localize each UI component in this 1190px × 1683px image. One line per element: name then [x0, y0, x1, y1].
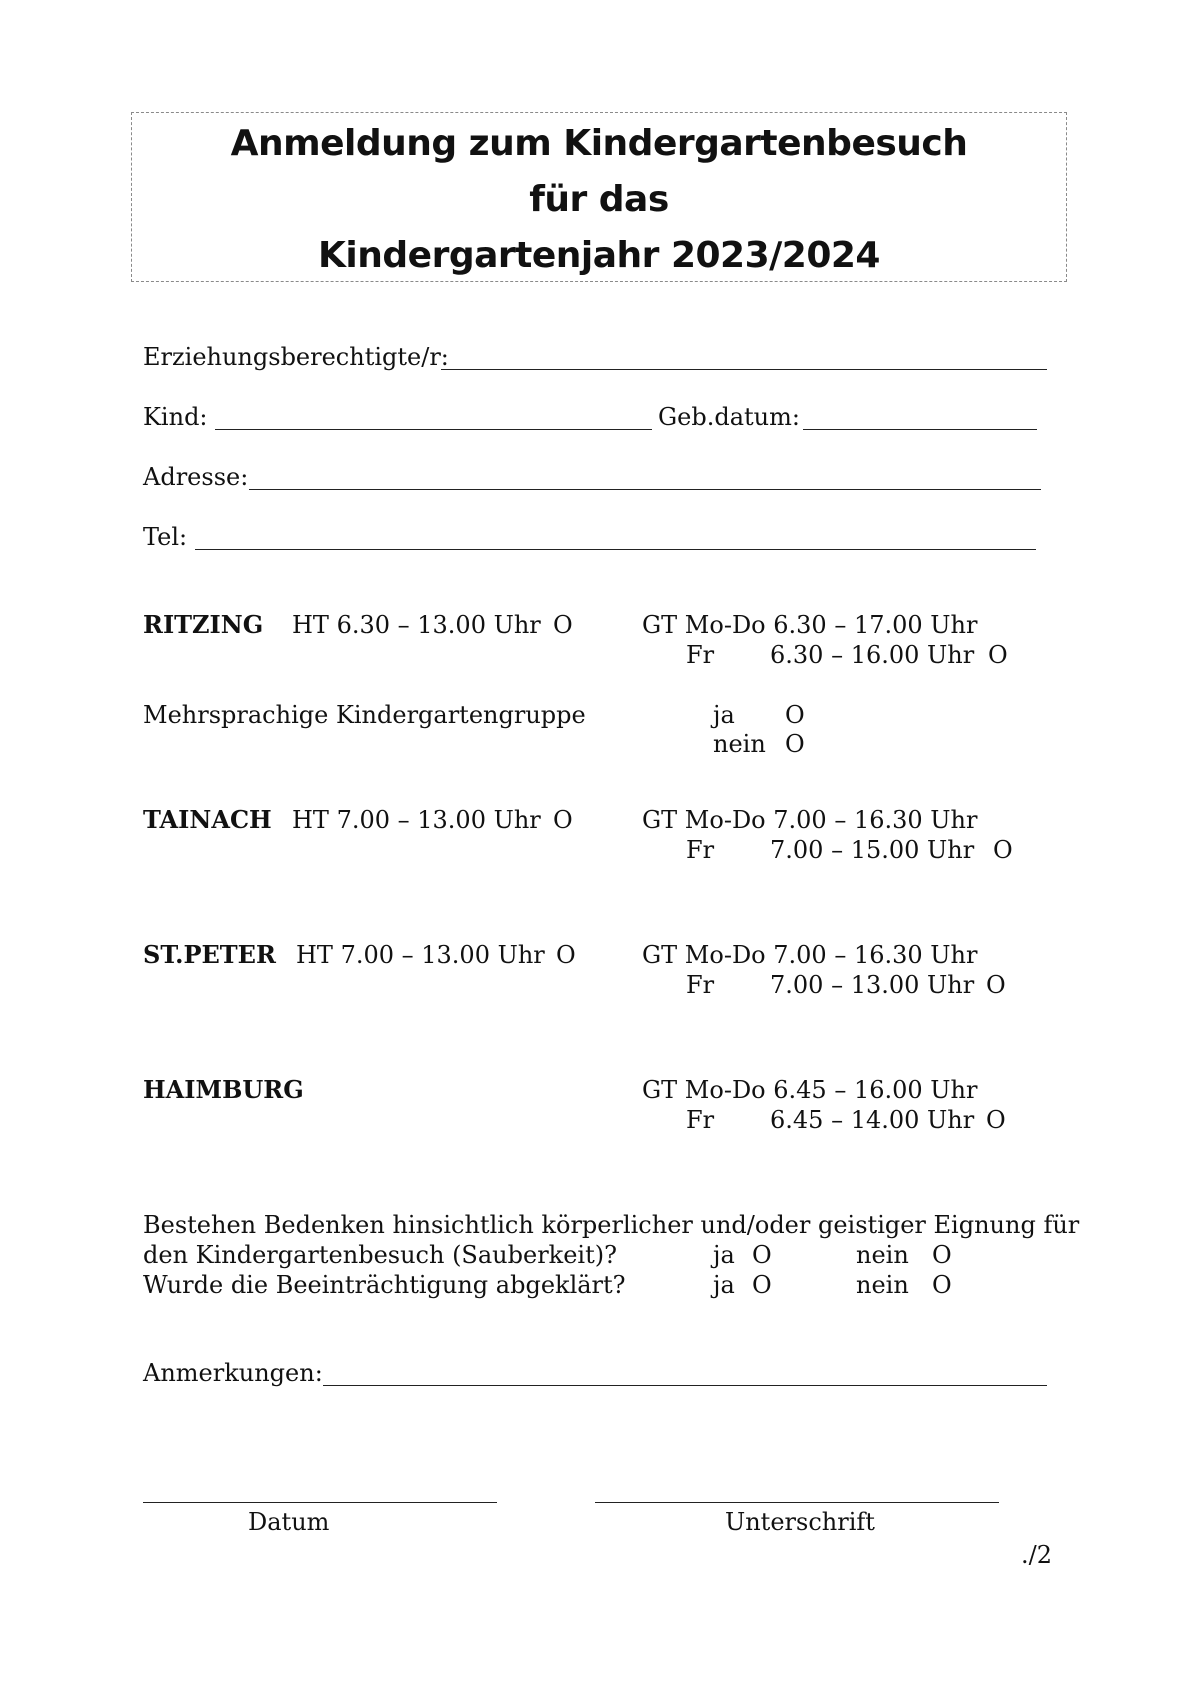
health-q2-no-option[interactable]: O — [932, 1271, 952, 1299]
location-tainach: TAINACH — [143, 805, 272, 834]
health-q1-yes-label: ja — [713, 1241, 735, 1269]
tainach-gt-fr-label: Fr — [686, 836, 715, 864]
haimburg-gt-fr-time: 6.45 – 14.00 Uhr — [770, 1106, 975, 1134]
location-haimburg: HAIMBURG — [143, 1075, 304, 1104]
date-line[interactable] — [143, 1502, 497, 1503]
multilingual-no-option[interactable]: O — [785, 730, 805, 758]
title-line-3: Kindergartenjahr 2023/2024 — [318, 235, 880, 276]
stpeter-ht-option[interactable]: O — [556, 941, 576, 969]
ritzing-gt-fr-time: 6.30 – 16.00 Uhr — [770, 641, 975, 669]
phone-field[interactable] — [195, 549, 1036, 550]
multilingual-yes-label: ja — [713, 701, 735, 729]
tainach-gt-fr-time: 7.00 – 15.00 Uhr — [770, 836, 975, 864]
health-question-line2: den Kindergartenbesuch (Sauberkeit)? — [143, 1241, 617, 1269]
haimburg-gt-line1: GT Mo-Do 6.45 – 16.00 Uhr — [642, 1076, 978, 1104]
haimburg-gt-option[interactable]: O — [986, 1106, 1006, 1134]
ritzing-gt-line1: GT Mo-Do 6.30 – 17.00 Uhr — [642, 611, 978, 639]
stpeter-ht-time: HT 7.00 – 13.00 Uhr — [296, 941, 545, 969]
address-label: Adresse: — [143, 463, 249, 491]
ritzing-ht-time: HT 6.30 – 13.00 Uhr — [292, 611, 541, 639]
health-q1-yes-option[interactable]: O — [752, 1241, 772, 1269]
guardian-label: Erziehungsberechtigte/r: — [143, 343, 449, 371]
remarks-label: Anmerkungen: — [143, 1359, 323, 1387]
health-q1-no-option[interactable]: O — [932, 1241, 952, 1269]
child-label: Kind: — [143, 403, 208, 431]
tainach-ht-time: HT 7.00 – 13.00 Uhr — [292, 806, 541, 834]
health-question2: Wurde die Beeinträchtigung abgeklärt? — [143, 1271, 626, 1299]
ritzing-ht-option[interactable]: O — [553, 611, 573, 639]
signature-line[interactable] — [595, 1502, 999, 1503]
signature-label: Unterschrift — [725, 1508, 875, 1536]
address-field[interactable] — [249, 489, 1041, 490]
stpeter-gt-fr-label: Fr — [686, 971, 715, 999]
page-marker: ./2 — [1021, 1541, 1052, 1569]
health-q2-yes-label: ja — [713, 1271, 735, 1299]
birthdate-field[interactable] — [803, 429, 1037, 430]
title-line-1: Anmeldung zum Kindergartenbesuch — [230, 123, 968, 164]
title-box — [131, 112, 1067, 282]
stpeter-gt-line1: GT Mo-Do 7.00 – 16.30 Uhr — [642, 941, 978, 969]
multilingual-no-label: nein — [713, 730, 766, 758]
title-line-2: für das — [529, 179, 669, 220]
ritzing-gt-option[interactable]: O — [988, 641, 1008, 669]
remarks-field[interactable] — [323, 1385, 1047, 1386]
stpeter-gt-option[interactable]: O — [986, 971, 1006, 999]
haimburg-gt-fr-label: Fr — [686, 1106, 715, 1134]
tainach-gt-line1: GT Mo-Do 7.00 – 16.30 Uhr — [642, 806, 978, 834]
guardian-field[interactable] — [441, 369, 1047, 370]
health-q1-no-label: nein — [856, 1241, 909, 1269]
phone-label: Tel: — [143, 523, 188, 551]
stpeter-gt-fr-time: 7.00 – 13.00 Uhr — [770, 971, 975, 999]
date-label: Datum — [248, 1508, 330, 1536]
location-ritzing: RITZING — [143, 610, 264, 639]
multilingual-yes-option[interactable]: O — [785, 701, 805, 729]
tainach-gt-option[interactable]: O — [993, 836, 1013, 864]
health-q2-no-label: nein — [856, 1271, 909, 1299]
child-field[interactable] — [215, 429, 652, 430]
tainach-ht-option[interactable]: O — [553, 806, 573, 834]
health-q2-yes-option[interactable]: O — [752, 1271, 772, 1299]
location-stpeter: ST.PETER — [143, 940, 276, 969]
birthdate-label: Geb.datum: — [658, 403, 800, 431]
health-question-line1: Bestehen Bedenken hinsichtlich körperlicher und/oder geistiger Eignung für — [143, 1211, 1080, 1239]
multilingual-label: Mehrsprachige Kindergartengruppe — [143, 701, 586, 729]
ritzing-gt-fr-label: Fr — [686, 641, 715, 669]
